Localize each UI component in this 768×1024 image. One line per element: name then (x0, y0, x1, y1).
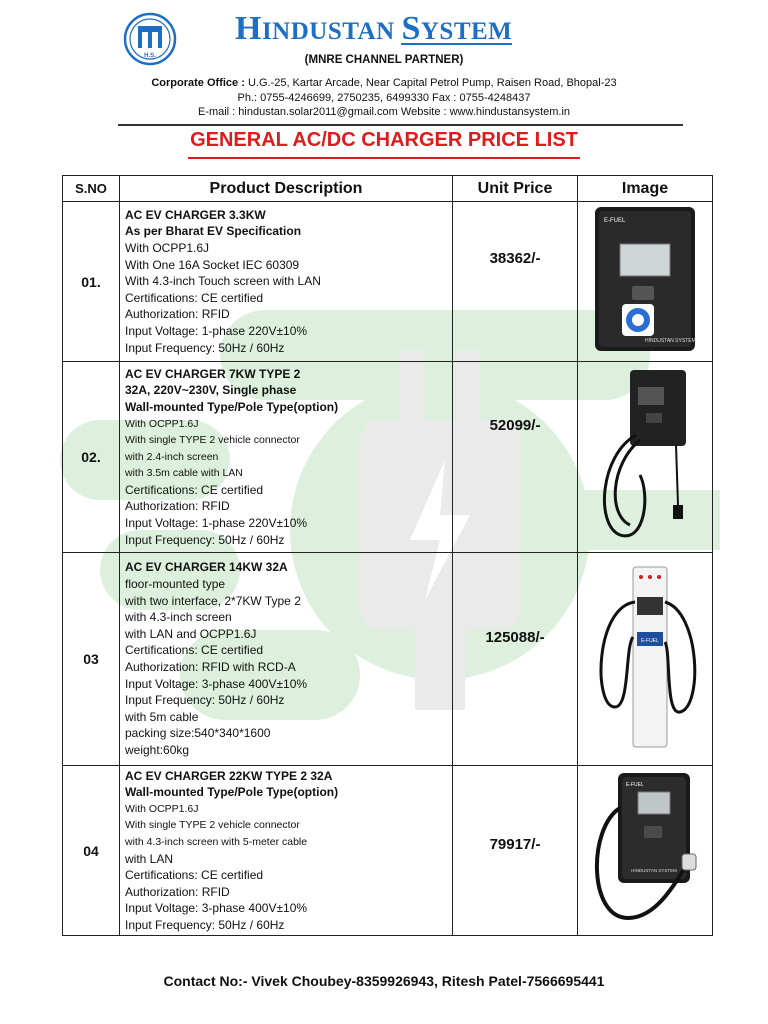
charger-14kw-image (585, 557, 705, 757)
header-sno: S.NO (63, 176, 120, 202)
charger-22kw-image (588, 768, 703, 928)
row-price: 125088/- (453, 553, 578, 766)
office-contact-block (0, 76, 768, 120)
row-sno: 04 (63, 766, 120, 936)
row-description: AC EV CHARGER 14KW 32A floor-mounted type with two interface, 2*7KW Type 2 with 4.3-inch screen with LAN and OCPP1.6J Certifications: CE certified Authorization: RFID with RCD-A Input Voltage: 3-phase 400V±10% Input Frequency: 50Hz / 60Hz with 5m cable packing size:540*340*1600 weight:60kg (120, 553, 453, 766)
office-address: U.G.-25, Kartar Arcade, Near Capital Petrol Pump, Raisen Road, Bhopal-23 (247, 77, 617, 89)
letterhead (0, 0, 768, 128)
maker-label: HINDUSTAN SYSTEM (630, 868, 677, 873)
company-name: HINDUSTAN SYSTEM (235, 10, 513, 47)
logo-initials: H.S. (144, 53, 156, 59)
page-title: GENERAL AC/DC CHARGER PRICE LIST (190, 129, 578, 151)
table-row (63, 202, 713, 362)
email-line: E-mail : hindustan.solar2011@gmail.com Website : www.hindustansystem.in (197, 106, 571, 118)
header-description: Product Description (120, 176, 453, 202)
row-sno: 01. (63, 202, 120, 362)
row-image (578, 202, 713, 362)
row-description: AC EV CHARGER 7KW TYPE 2 32A, 220V~230V, Single phase Wall-mounted Type/Pole Type(option) With OCPP1.6J With single TYPE 2 vehicle connector with 2.4-inch screen with 3.5m cable with LAN Certifications: CE certified Authorization: RFID Input Voltage: 1-phase 220V±10% Input Frequency: 50Hz / 60Hz (120, 362, 453, 553)
phone-line: Ph.: 0755-4246699, 2750235, 6499330 Fax : 0755-4248437 (237, 91, 531, 104)
row-description: AC EV CHARGER 3.3KW As per Bharat EV Specification With OCPP1.6J With One 16A Socket IEC 60309 With 4.3-inch Touch screen with LAN Certifications: CE certified Authorization: RFID Input Voltage: 1-phase 220V±10% Input Frequency: 50Hz / 60Hz (120, 202, 453, 362)
brand-label: E-FUEL (641, 637, 659, 644)
row-description: AC EV CHARGER 22KW TYPE 2 32A Wall-mounted Type/Pole Type(option) With OCPP1.6J With single TYPE 2 vehicle connector with 4.3-inch screen with 5-meter cable with LAN Certifications: CE certified Authorization: RFID Input Voltage: 3-phase 400V±10% Input Frequency: 50Hz / 60Hz (120, 766, 453, 936)
row-image (578, 766, 713, 936)
brand-label: E-FUEL (625, 782, 644, 788)
partner-tagline: (MNRE CHANNEL PARTNER) (304, 54, 464, 66)
header-unit-price: Unit Price (453, 176, 578, 202)
title-underline (188, 157, 580, 159)
row-sno: 02. (63, 362, 120, 553)
table-header-row (63, 176, 713, 202)
maker-label: HINDUSTAN SYSTEM (645, 338, 696, 344)
table-row (63, 553, 713, 766)
row-sno: 03 (63, 553, 120, 766)
row-image (578, 362, 713, 553)
office-label: Corporate Office : (151, 77, 245, 89)
row-price: 38362/- (453, 202, 578, 362)
price-table (62, 175, 713, 936)
brand-label: E-FUEL (604, 218, 626, 224)
row-price: 79917/- (453, 766, 578, 936)
charger-3kw-image (590, 204, 700, 354)
contact-footer: Contact No:- Vivek Choubey-8359926943, Ritesh Patel-7566695441 (163, 973, 605, 989)
table-row (63, 766, 713, 936)
row-image (578, 553, 713, 766)
header-image: Image (578, 176, 713, 202)
table-row (63, 362, 713, 553)
row-price: 52099/- (453, 362, 578, 553)
header-divider (118, 124, 683, 126)
charger-7kw-image (590, 365, 700, 545)
